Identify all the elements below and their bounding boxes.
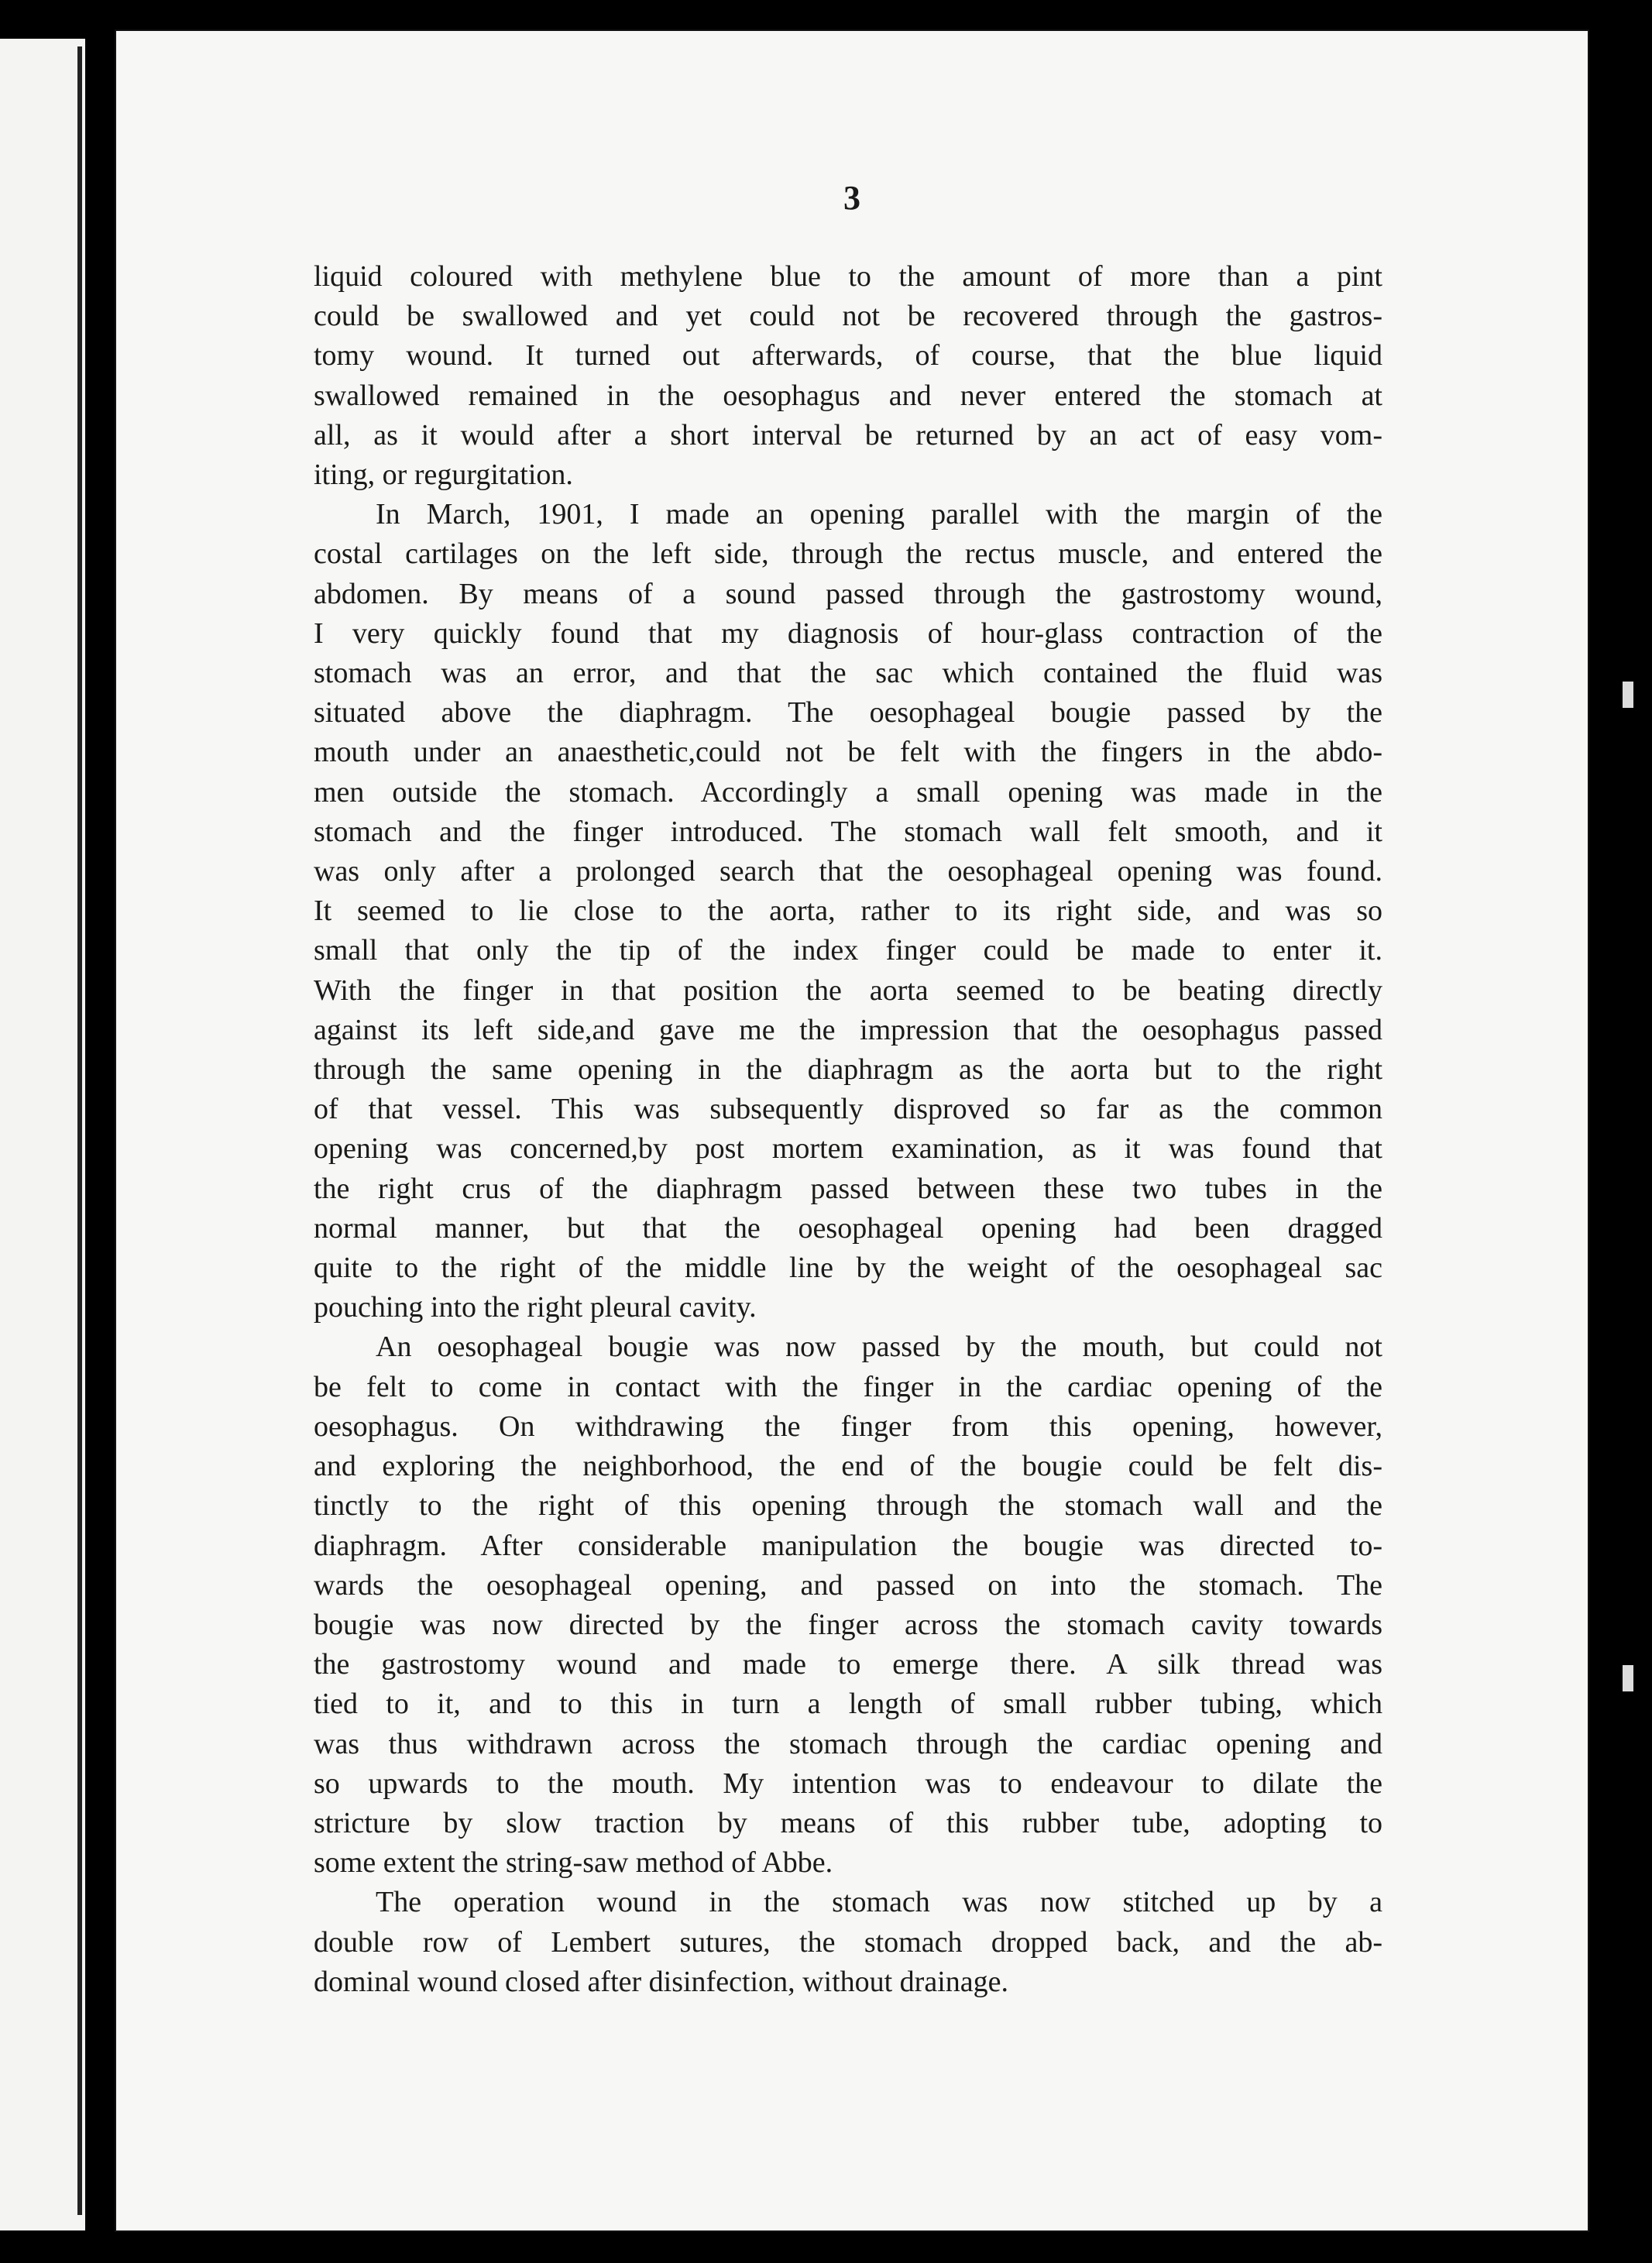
text-line: oesophagus. On withdrawing the finger from this opening, however, (314, 1410, 1382, 1443)
text-line: stomach and the finger introduced. The stomach wall felt smooth, and it (314, 815, 1382, 848)
text-line: An oesophageal bougie was now passed by the mouth, but could not (376, 1331, 1382, 1364)
text-line: and exploring the neighborhood, the end of the bougie could be felt dis- (314, 1450, 1382, 1483)
text-line: of that vessel. This was subsequently disproved so far as the common (314, 1093, 1382, 1126)
paragraph (314, 1883, 1382, 2002)
text-line: tomy wound. It turned out afterwards, of course, that the blue liquid (314, 339, 1382, 373)
text-line: pouching into the right pleural cavity. (314, 1291, 757, 1324)
text-line: diaphragm. After considerable manipulation the bougie was directed to- (314, 1529, 1382, 1562)
body-text (314, 257, 1382, 2002)
text-line: small that only the tip of the index finger could be made to enter it. (314, 934, 1382, 967)
text-line: liquid coloured with methylene blue to the amount of more than a pint (314, 260, 1382, 293)
text-line: double row of Lembert sutures, the stomach dropped back, and the ab- (314, 1925, 1382, 1959)
text-line: dominal wound closed after disinfection, without drainage. (314, 1965, 1008, 1998)
text-line: It seemed to lie close to the aorta, rather to its right side, and was so (314, 895, 1382, 928)
text-line: mouth under an anaesthetic,could not be felt with the fingers in the abdo- (314, 736, 1382, 769)
text-line: swallowed remained in the oesophagus and never entered the stomach at (314, 379, 1382, 412)
text-line: opening was concerned,by post mortem examination, as it was found that (314, 1132, 1382, 1166)
text-line: stomach was an error, and that the sac which contained the fluid was (314, 657, 1382, 690)
left-page-margin (0, 39, 85, 2230)
text-line: tinctly to the right of this opening through the stomach wall and the (314, 1489, 1382, 1523)
text-line: the gastrostomy wound and made to emerge there. A silk thread was (314, 1648, 1382, 1681)
text-line: men outside the stomach. Accordingly a small opening was made in the (314, 775, 1382, 809)
text-line: tied to it, and to this in turn a length of small rubber tubing, which (314, 1688, 1382, 1721)
text-line: I very quickly found that my diagnosis of hour-glass contraction of the (314, 616, 1382, 650)
text-line: In March, 1901, I made an opening parallel with the margin of the (376, 498, 1382, 531)
text-line: some extent the string-saw method of Abbe. (314, 1846, 833, 1880)
text-line: was only after a prolonged search that the oesophageal opening was found. (314, 855, 1382, 888)
text-line: situated above the diaphragm. The oesophageal bougie passed by the (314, 696, 1382, 730)
text-line: abdomen. By means of a sound passed through the gastrostomy wound, (314, 577, 1382, 610)
text-line: was thus withdrawn across the stomach through the cardiac opening and (314, 1727, 1382, 1760)
scan-edge-mark (1623, 682, 1633, 708)
text-line: wards the oesophageal opening, and passed on into the stomach. The (314, 1568, 1382, 1602)
paragraph (314, 1327, 1382, 1883)
paragraph (314, 495, 1382, 1327)
text-line: through the same opening in the diaphragm as the aorta but to the right (314, 1053, 1382, 1087)
text-line: The operation wound in the stomach was now stitched up by a (376, 1886, 1382, 1919)
text-line: quite to the right of the middle line by the weight of the oesophageal sac (314, 1252, 1382, 1285)
text-line: could be swallowed and yet could not be recovered through the gastros- (314, 300, 1382, 333)
text-line: against its left side,and gave me the impression that the oesophagus passed (314, 1013, 1382, 1046)
text-line: With the finger in that position the aorta seemed to be beating directly (314, 974, 1382, 1007)
page-number: 3 (843, 179, 860, 217)
text-line: stricture by slow traction by means of this rubber tube, adopting to (314, 1806, 1382, 1839)
text-line: all, as it would after a short interval be returned by an act of easy vom- (314, 418, 1382, 452)
scan-edge-mark (1623, 1665, 1633, 1691)
text-line: normal manner, but that the oesophageal opening had been dragged (314, 1211, 1382, 1245)
binding-edge (77, 46, 82, 2215)
text-line: iting, or regurgitation. (314, 458, 573, 492)
text-line: the right crus of the diaphragm passed between these two tubes in the (314, 1172, 1382, 1205)
paragraph (314, 257, 1382, 495)
text-line: costal cartilages on the left side, through the rectus muscle, and entered the (314, 537, 1382, 571)
document-page (116, 31, 1588, 2230)
text-line: so upwards to the mouth. My intention was to endeavour to dilate the (314, 1767, 1382, 1800)
text-line: be felt to come in contact with the finger in the cardiac opening of the (314, 1370, 1382, 1403)
text-line: bougie was now directed by the finger across the stomach cavity towards (314, 1608, 1382, 1641)
